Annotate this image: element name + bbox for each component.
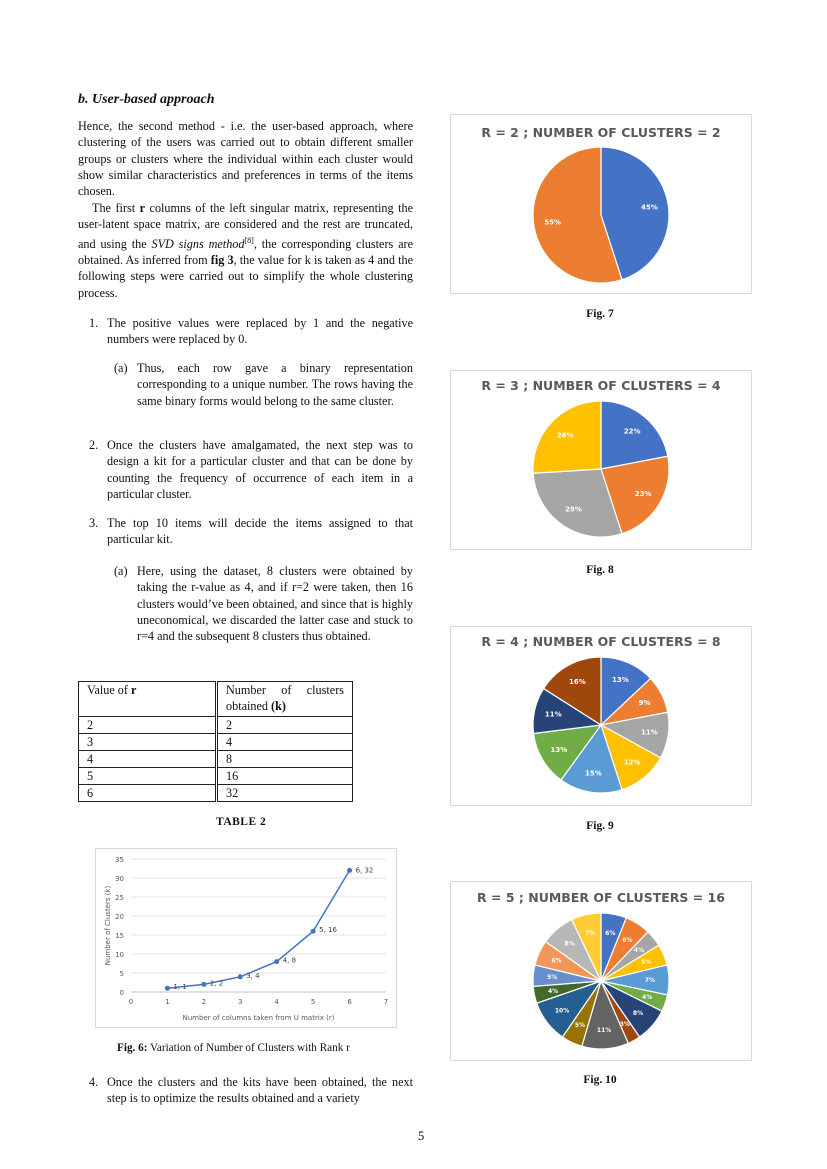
x-tick-label: 4 bbox=[274, 998, 279, 1006]
para2-c: columns of the left singular matrix, representing the user-latent space matrix, are considered and the rest are truncated, and using the bbox=[78, 201, 413, 251]
pie-label: 12% bbox=[623, 758, 641, 767]
list-number: 2. bbox=[89, 438, 99, 452]
pie-label: 6% bbox=[605, 929, 616, 937]
table-caption: TABLE 2 bbox=[216, 816, 267, 828]
para2-citation: [8] bbox=[244, 235, 254, 245]
pie-label: 10% bbox=[554, 1007, 570, 1015]
pie-label: 55% bbox=[544, 218, 562, 227]
y-tick-label: 35 bbox=[115, 856, 124, 864]
list-text: Thus, each row gave a binary representation corresponding to a unique number. The rows having the same binary forms would belong to the same cluster. bbox=[137, 361, 413, 408]
table-row: 6 32 bbox=[79, 785, 353, 802]
fig7-label: Fig. 7 bbox=[586, 308, 614, 320]
x-tick-label: 1 bbox=[165, 998, 170, 1006]
data-label: 4, 8 bbox=[282, 956, 297, 965]
clusters-table bbox=[78, 681, 353, 802]
fig9-pie-chart bbox=[451, 653, 751, 803]
fig6-chart-frame bbox=[95, 848, 397, 1028]
x-tick-label: 0 bbox=[128, 998, 134, 1006]
fig7-chart-frame bbox=[450, 114, 752, 294]
pie-label: 7% bbox=[585, 930, 596, 938]
para2-r: r bbox=[139, 201, 146, 215]
pie-label: 8% bbox=[632, 1010, 644, 1018]
pie-label: 9% bbox=[638, 698, 651, 707]
pie-label: 13% bbox=[550, 745, 568, 754]
y-tick-label: 20 bbox=[115, 913, 124, 921]
list-number: 1. bbox=[89, 316, 99, 330]
list-number: (a) bbox=[114, 564, 128, 578]
fig7-pie-chart bbox=[451, 143, 751, 293]
paragraph-1: Hence, the second method - i.e. the user-based approach, where clustering of the users was carried out to obtain different smaller groups or clusters where the individual within each cluster would show similar characteristics and preferences in terms of the items chosen. bbox=[78, 119, 413, 199]
data-point bbox=[347, 868, 352, 873]
x-tick-label: 2 bbox=[201, 998, 207, 1006]
table-header-row bbox=[79, 682, 353, 717]
fig9-chart-frame bbox=[450, 626, 752, 806]
pie-label: 16% bbox=[569, 678, 586, 687]
x-tick-label: 7 bbox=[383, 998, 389, 1006]
para2-f: , the corresponding clusters are obtained. As inferred from bbox=[78, 236, 414, 267]
table-row: 5 16 bbox=[79, 768, 353, 785]
fig10-chart-title: R = 5 ; NUMBER OF CLUSTERS = 16 bbox=[477, 890, 725, 905]
fig7-chart-title: R = 2 ; NUMBER OF CLUSTERS = 2 bbox=[481, 125, 721, 140]
pie-label: 26% bbox=[556, 431, 574, 440]
list-text: The positive values were replaced by 1 and the negative numbers were replaced by 0. bbox=[107, 316, 413, 347]
fig8-pie-chart bbox=[451, 397, 751, 547]
x-tick-label: 3 bbox=[238, 998, 243, 1006]
pie-label: 4% bbox=[547, 988, 559, 996]
pie-label: 5% bbox=[547, 974, 558, 982]
section-heading: b. User-based approach bbox=[78, 92, 215, 107]
list-text: Once the clusters have amalgamated, the next step was to design a kit for a particular cluster and that can be done by counting the frequency of occurrence of each item in a particular cluster. bbox=[107, 438, 413, 501]
y-tick-label: 5 bbox=[119, 970, 124, 978]
y-tick-label: 25 bbox=[115, 894, 124, 902]
list-number: 4. bbox=[89, 1075, 99, 1089]
x-axis-label: Number of columns taken from U matrix (r) bbox=[182, 1014, 335, 1022]
data-point bbox=[201, 982, 206, 987]
fig8-label: Fig. 8 bbox=[586, 564, 614, 576]
pie-label: 22% bbox=[623, 427, 641, 436]
data-point bbox=[274, 959, 279, 964]
table-header-r: Value of r bbox=[79, 682, 217, 717]
data-label: 2, 2 bbox=[209, 979, 224, 988]
pie-label: 8% bbox=[564, 940, 575, 948]
list-number: (a) bbox=[114, 361, 128, 375]
pie-label: 13% bbox=[612, 676, 629, 685]
pie-label: 7% bbox=[644, 977, 656, 985]
pie-label: 15% bbox=[584, 769, 602, 778]
page-number: 5 bbox=[418, 1129, 425, 1143]
pie-label: 5% bbox=[641, 959, 652, 967]
list-number: 3. bbox=[89, 516, 99, 530]
pie-label: 6% bbox=[551, 957, 562, 965]
data-label: 3, 4 bbox=[246, 971, 260, 980]
pie-label: 4% bbox=[642, 994, 653, 1002]
data-point bbox=[311, 929, 316, 934]
paragraph-2 bbox=[78, 200, 413, 301]
fig10-chart-frame bbox=[450, 881, 752, 1061]
list-text: Here, using the dataset, 8 clusters were obtained by taking the r-value as 4, and if r=2 were taken, then 16 clusters would’ve been obtained, and since that is highly uneconomical, we discarded the latter case and stuck to r=4 and the subsequent 8 clusters thus obtained. bbox=[137, 564, 413, 644]
pie-label: 23% bbox=[634, 489, 652, 498]
pie-label: 11% bbox=[544, 710, 562, 719]
y-axis-label: Number of Clusters (k) bbox=[104, 885, 112, 966]
pie-label: 29% bbox=[565, 505, 582, 514]
table-row: 3 4 bbox=[79, 734, 353, 751]
pie-label: 4% bbox=[633, 947, 645, 955]
pie-label: 5% bbox=[574, 1022, 586, 1030]
fig8-chart-frame bbox=[450, 370, 752, 550]
list-item bbox=[114, 563, 413, 644]
x-tick-label: 6 bbox=[347, 998, 352, 1006]
data-label: 5, 16 bbox=[319, 926, 337, 935]
data-point bbox=[165, 986, 170, 991]
list-item bbox=[114, 360, 413, 409]
pie-label: 6% bbox=[622, 936, 633, 944]
para2-h: , the value for k is taken as 4 and the following steps were carried out to simplify the whole clustering process. bbox=[78, 252, 413, 300]
data-label: 1, 1 bbox=[173, 983, 187, 992]
pie-label: 45% bbox=[640, 203, 658, 212]
fig6-caption: Fig. 6: Variation of Number of Clusters with Rank r bbox=[117, 1042, 350, 1054]
fig9-chart-title: R = 4 ; NUMBER OF CLUSTERS = 8 bbox=[481, 634, 721, 649]
list-item bbox=[89, 515, 413, 548]
data-point bbox=[238, 974, 243, 979]
y-tick-label: 30 bbox=[115, 875, 124, 883]
list-text: Once the clusters and the kits have been obtained, the next step is to optimize the results obtained and a variety bbox=[107, 1075, 413, 1106]
fig9-label: Fig. 9 bbox=[586, 820, 614, 832]
y-tick-label: 15 bbox=[115, 932, 124, 940]
table-row: 2 2 bbox=[79, 717, 353, 734]
fig10-label: Fig. 10 bbox=[583, 1074, 617, 1086]
list-item bbox=[89, 437, 413, 502]
pie-label: 11% bbox=[640, 728, 658, 737]
fig6-line-chart bbox=[96, 849, 396, 1027]
para2-fig-ref: fig 3 bbox=[210, 252, 234, 267]
table-header-k: Number of clusters obtained (k) bbox=[217, 682, 353, 717]
x-tick-label: 5 bbox=[310, 998, 316, 1006]
pie-label: 3% bbox=[619, 1020, 630, 1028]
para2-a: The first bbox=[92, 201, 140, 215]
fig10-pie-chart bbox=[451, 909, 751, 1059]
list-text: The top 10 items will decide the items assigned to that particular kit. bbox=[107, 516, 413, 547]
y-tick-label: 0 bbox=[119, 989, 124, 997]
data-label: 6, 32 bbox=[355, 866, 374, 875]
list-item bbox=[89, 1074, 413, 1107]
pie-label: 11% bbox=[596, 1026, 612, 1034]
table-row: 4 8 bbox=[79, 751, 353, 768]
y-tick-label: 10 bbox=[115, 951, 124, 959]
para2-method: SVD signs method bbox=[151, 236, 245, 251]
fig8-chart-title: R = 3 ; NUMBER OF CLUSTERS = 4 bbox=[481, 378, 721, 393]
list-item bbox=[89, 315, 413, 348]
